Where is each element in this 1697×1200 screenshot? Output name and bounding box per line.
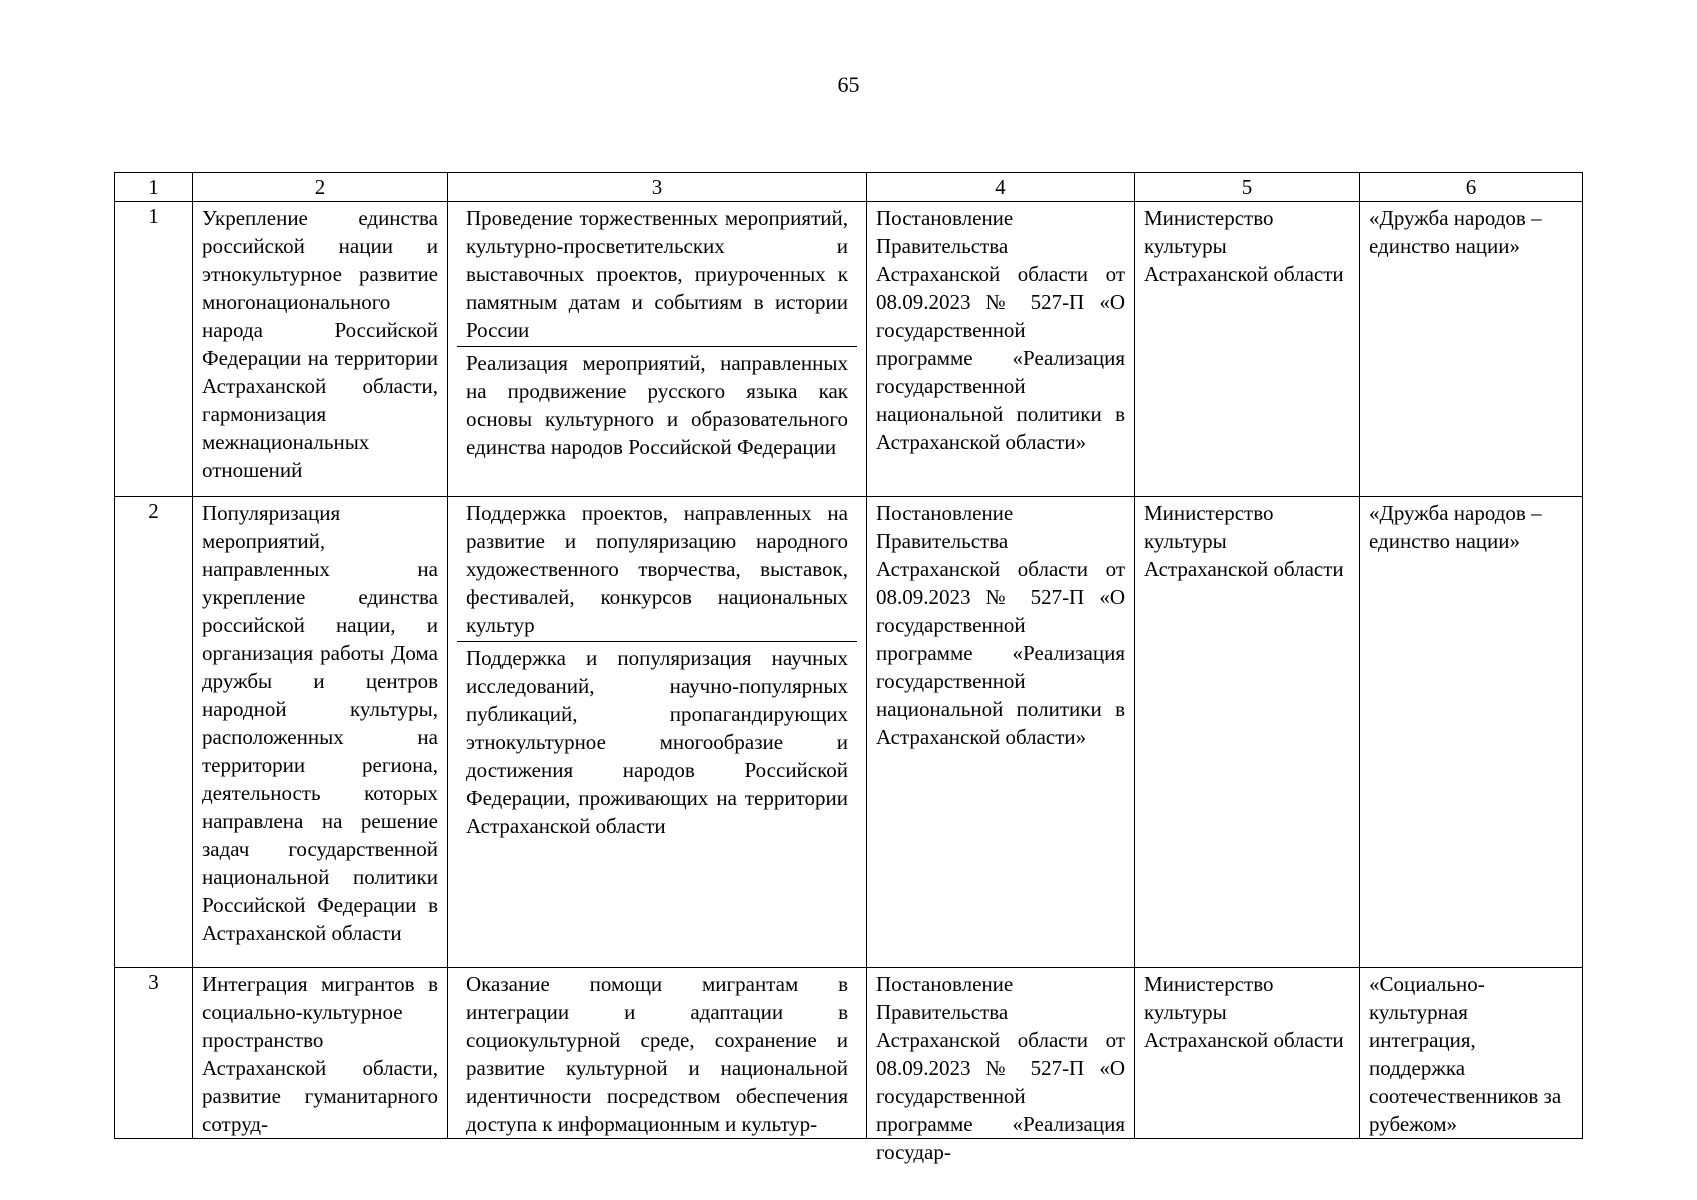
row-number: 2 bbox=[115, 497, 193, 968]
document-text: Постановление Правительства Астраханской области от 08.09.2023 № 527-П «О государственной программе «Реализация государственной национальной политики в Астраханской области» bbox=[876, 501, 1125, 749]
measures-cell bbox=[448, 202, 867, 497]
task-cell bbox=[193, 202, 448, 497]
measure-item: Поддержка проектов, направленных на развитие и популяризацию народного художественного творчества, выставок, фестивалей, конкурсов национальных культур bbox=[466, 501, 848, 637]
table-row bbox=[115, 497, 1583, 968]
executor-text: Министерство культуры Астраханской области bbox=[1144, 206, 1344, 286]
executor-cell bbox=[1135, 497, 1360, 968]
executor-text: Министерство культуры Астраханской области bbox=[1144, 972, 1344, 1052]
column-header: 2 bbox=[193, 173, 448, 202]
column-header: 6 bbox=[1360, 173, 1583, 202]
document-text: Постановление Правительства Астраханской области от 08.09.2023 № 527-П «О государственной программе «Реализация государ- bbox=[876, 972, 1125, 1164]
document-cell bbox=[867, 202, 1135, 497]
column-header: 5 bbox=[1135, 173, 1360, 202]
measures-cell bbox=[448, 497, 867, 968]
table-header-row bbox=[115, 173, 1583, 202]
page-number: 65 bbox=[837, 72, 860, 97]
table-row bbox=[115, 202, 1583, 497]
project-text: «Дружба народов – единство нации» bbox=[1369, 501, 1542, 553]
executor-text: Министерство культуры Астраханской области bbox=[1144, 501, 1344, 581]
project-cell bbox=[1360, 202, 1583, 497]
executor-cell bbox=[1135, 968, 1360, 1139]
project-cell bbox=[1360, 968, 1583, 1139]
project-cell bbox=[1360, 497, 1583, 968]
measure-item: Поддержка и популяризация научных исследований, научно-популярных публикаций, пропагандирующих этнокультурное многообразие и достижения народов Российской Федерации, проживающих на территории Астраханской области bbox=[457, 641, 857, 842]
task-cell bbox=[193, 497, 448, 968]
document-cell bbox=[867, 497, 1135, 968]
measures-cell bbox=[448, 968, 867, 1139]
row-number: 3 bbox=[115, 968, 193, 1139]
table-row bbox=[115, 968, 1583, 1139]
executor-cell bbox=[1135, 202, 1360, 497]
measure-item: Оказание помощи мигрантам в интеграции и адаптации в социокультурной среде, сохранение и развитие культурной и национальной идентичности посредством обеспечения доступа к информационным и культур- bbox=[466, 972, 848, 1136]
project-text: «Социально-культурная интеграция, поддержка соотечественников за рубежом» bbox=[1369, 972, 1562, 1136]
document-text: Постановление Правительства Астраханской области от 08.09.2023 № 527-П «О государственной программе «Реализация государственной национальной политики в Астраханской области» bbox=[876, 206, 1125, 454]
document-cell bbox=[867, 968, 1135, 1164]
task-text: Укрепление единства российской нации и этнокультурное развитие многонационального народа Российской Федерации на территории Астраханской области, гармонизация межнациональных отношений bbox=[202, 206, 438, 482]
task-text: Популяризация мероприятий, направленных на укрепление единства российской нации, и организация работы Дома дружбы и центров народной культуры, расположенных на территории региона, деятельность которых направлена на решение задач государственной национальной политики Российской Федерации в Астраханской области bbox=[202, 501, 438, 945]
column-header: 1 bbox=[115, 173, 193, 202]
row-number: 1 bbox=[115, 202, 193, 497]
task-cell bbox=[193, 968, 448, 1139]
project-text: «Дружба народов – единство нации» bbox=[1369, 206, 1542, 258]
task-text: Интеграция мигрантов в социально-культурное пространство Астраханской области, развитие гуманитарного сотруд- bbox=[202, 972, 438, 1136]
measure-item: Реализация мероприятий, направленных на продвижение русского языка как основы культурного и образовательного единства народов Российской Федерации bbox=[457, 346, 857, 463]
column-header: 3 bbox=[448, 173, 867, 202]
column-header: 4 bbox=[867, 173, 1135, 202]
measure-item: Проведение торжественных мероприятий, культурно-просветительских и выставочных проектов, приуроченных к памятным датам и событиям в истории России bbox=[466, 206, 848, 342]
program-table bbox=[114, 172, 1583, 1164]
